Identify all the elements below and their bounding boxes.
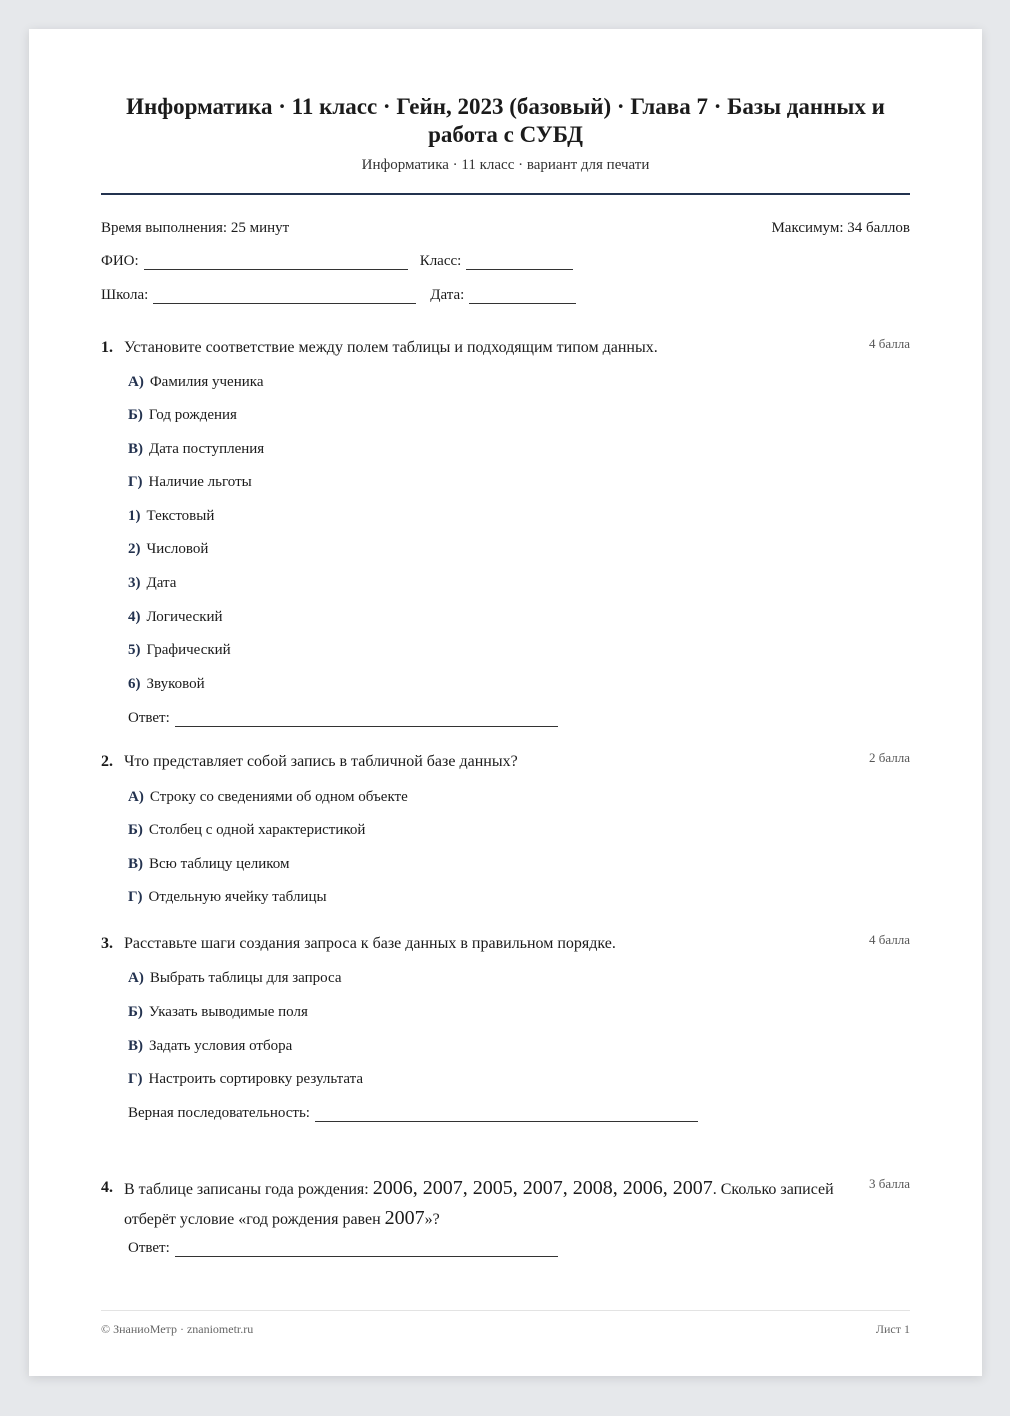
option-label: Г) (128, 474, 143, 490)
option-a[interactable] (128, 789, 408, 806)
option-a[interactable] (128, 374, 264, 391)
answer-field[interactable] (175, 712, 558, 727)
option-label: В) (128, 856, 143, 872)
sequence-answer-field[interactable] (315, 1107, 698, 1122)
option-g[interactable] (128, 1071, 363, 1088)
page-subtitle: Информатика · 11 класс · вариант для печати (361, 157, 650, 173)
option-b[interactable] (128, 407, 237, 424)
header-divider (101, 193, 910, 195)
answer-label: Ответ: (128, 1240, 170, 1256)
answer-row (128, 1240, 558, 1257)
question-header (101, 930, 910, 958)
option-label: А) (128, 789, 144, 805)
option-label: Б) (128, 822, 143, 838)
option-text: Отдельную ячейку таблицы (148, 889, 327, 905)
question-text: Установите соответствие между полем таблицы и подходящим типом данных. (124, 339, 658, 356)
option-text: Год рождения (148, 407, 237, 423)
option-text: Выбрать таблицы для запроса (149, 970, 342, 986)
question-number: 1. (101, 339, 113, 356)
option-label: В) (128, 1038, 143, 1054)
option-4[interactable] (128, 609, 223, 626)
option-label: 2) (128, 541, 141, 557)
question-number: 3. (101, 935, 113, 952)
option-g[interactable] (128, 474, 252, 491)
option-label: 6) (128, 676, 141, 692)
question-3 (101, 930, 910, 1121)
question-text: Расставьте шаги создания запроса к базе данных в правильном порядке. (124, 935, 616, 952)
option-text: Фамилия ученика (149, 374, 264, 390)
time-limit: Время выполнения: 25 минут (101, 220, 290, 236)
option-text: Строку со сведениями об одном объекте (149, 789, 408, 805)
option-label: 3) (128, 575, 141, 591)
school-field[interactable] (153, 289, 416, 304)
year-list: 2006, 2007, 2005, 2007, 2008, 2006, 2007 (372, 1177, 713, 1199)
option-5[interactable] (128, 642, 231, 659)
target-year: 2007 (384, 1207, 425, 1229)
option-1[interactable] (128, 508, 214, 525)
option-label: Б) (128, 407, 143, 423)
option-v[interactable] (128, 441, 264, 458)
question-header (101, 748, 910, 776)
option-text: Настроить сортировку результата (148, 1071, 364, 1087)
option-a[interactable] (128, 970, 342, 987)
option-label: Г) (128, 1071, 143, 1087)
option-label: 4) (128, 609, 141, 625)
option-text: Текстовый (146, 508, 215, 524)
question-points: 2 балла (869, 750, 910, 765)
question-number: 4. (101, 1179, 113, 1196)
option-text: Указать выводимые поля (148, 1004, 308, 1020)
sequence-answer-row (128, 1105, 698, 1122)
question-number: 2. (101, 753, 113, 770)
question-points: 3 балла (869, 1176, 910, 1191)
answer-label: Верная последовательность: (128, 1105, 310, 1121)
option-label: А) (128, 970, 144, 986)
question-text-part: . Сколько записей отберёт условие «год рождения равен (124, 1181, 834, 1228)
option-text: Числовой (146, 541, 209, 557)
class-label: Класс: (419, 253, 462, 269)
footer-divider (101, 1310, 910, 1311)
question-points: 4 балла (869, 932, 910, 947)
option-text: Графический (146, 642, 231, 658)
fio-field[interactable] (144, 255, 408, 270)
option-label: А) (128, 374, 144, 390)
option-label: В) (128, 441, 143, 457)
option-text: Дата (146, 575, 177, 591)
option-text: Столбец с одной характеристикой (148, 822, 366, 838)
option-label: Б) (128, 1004, 143, 1020)
option-v[interactable] (128, 856, 290, 873)
question-points: 4 балла (869, 336, 910, 351)
page-title: Информатика · 11 класс · Гейн, 2023 (базовый) · Глава 7 · Базы данных и работа с СУБД (126, 94, 885, 147)
option-text: Всю таблицу целиком (149, 856, 290, 872)
meta-row (101, 220, 910, 237)
option-2[interactable] (128, 541, 208, 558)
option-3[interactable] (128, 575, 176, 592)
school-label: Школа: (101, 287, 149, 303)
max-score: Максимум: 34 баллов (771, 220, 910, 236)
option-text: Наличие льготы (148, 474, 252, 490)
answer-field[interactable] (175, 1242, 558, 1257)
question-4 (101, 1174, 910, 1256)
option-g[interactable] (128, 889, 327, 906)
question-text-part: »? (424, 1211, 440, 1228)
option-b[interactable] (128, 822, 365, 839)
question-text (124, 1177, 834, 1229)
option-text: Звуковой (146, 676, 205, 692)
option-text: Задать условия отбора (149, 1038, 293, 1054)
page-content (101, 29, 910, 1376)
question-text: Что представляет собой запись в табличной базе данных? (124, 753, 518, 770)
option-text: Логический (146, 609, 223, 625)
option-6[interactable] (128, 676, 205, 693)
question-1 (101, 334, 910, 726)
option-label: Г) (128, 889, 143, 905)
worksheet-page (29, 29, 982, 1376)
class-field[interactable] (466, 255, 573, 270)
question-2 (101, 748, 910, 905)
option-label: 5) (128, 642, 141, 658)
fio-label: ФИО: (101, 253, 139, 269)
date-field[interactable] (469, 289, 576, 304)
option-label: 1) (128, 508, 141, 524)
question-header (101, 1174, 910, 1234)
answer-row (128, 710, 558, 727)
option-b[interactable] (128, 1004, 308, 1021)
footer-page-number: Лист 1 (875, 1322, 910, 1336)
question-text-part: В таблице записаны года рождения: (124, 1181, 373, 1198)
option-text: Дата поступления (149, 441, 265, 457)
answer-label: Ответ: (128, 710, 170, 726)
footer-copyright: © ЗнаниоМетр · znaniometr.ru (101, 1322, 254, 1336)
question-header (101, 334, 910, 362)
school-date-row (101, 287, 576, 304)
option-v[interactable] (128, 1038, 292, 1055)
fio-class-row (101, 253, 573, 270)
date-label: Дата: (430, 287, 465, 303)
